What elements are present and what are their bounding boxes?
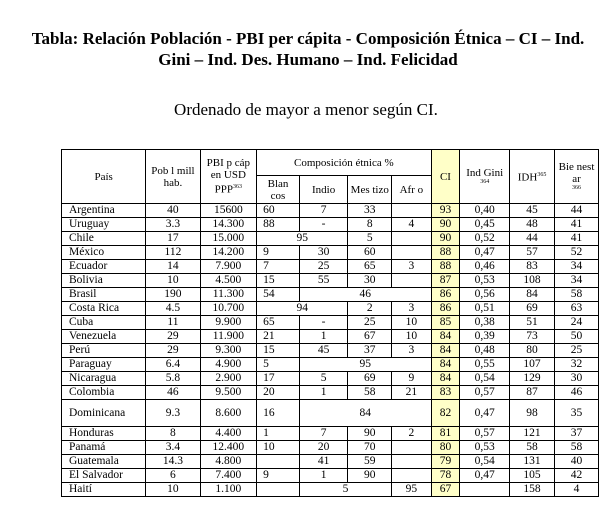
cell-bienestar: 41 [555, 232, 599, 246]
cell-pais: Cuba [62, 316, 146, 330]
table-row [62, 344, 599, 358]
table-row [62, 246, 599, 260]
cell-pais: Colombia [62, 386, 146, 400]
table-row [62, 358, 599, 372]
table-row [62, 330, 599, 344]
cell-bienestar: 34 [555, 274, 599, 288]
cell-poblacion: 14 [146, 260, 200, 274]
cell-mestizo: 37 [348, 344, 392, 358]
header-afro: Afr o [392, 176, 431, 204]
cell-blancos: 88 [257, 218, 300, 232]
cell-gini: 0,54 [460, 455, 510, 469]
cell-bienestar: 32 [555, 358, 599, 372]
cell-mestizo: 65 [348, 260, 392, 274]
cell-afro [392, 232, 431, 246]
cell-idh: 73 [510, 330, 555, 344]
cell-gini: 0,39 [460, 330, 510, 344]
cell-pbi: 8.600 [200, 400, 257, 427]
cell-afro: 3 [392, 344, 431, 358]
table-row [62, 455, 599, 469]
cell-pbi: 11.300 [200, 288, 257, 302]
cell-mestizo-mixto: 95 [299, 358, 431, 372]
cell-afro: 3 [392, 302, 431, 316]
cell-gini: 0,38 [460, 316, 510, 330]
cell-mestizo: 2 [348, 302, 392, 316]
cell-poblacion: 8 [146, 427, 200, 441]
cell-ci: 67 [431, 483, 460, 497]
cell-indio: - [299, 218, 347, 232]
cell-bienestar: 63 [555, 302, 599, 316]
header-bienestar: Bie nest ar 366 [555, 150, 599, 204]
cell-indio: 1 [299, 386, 347, 400]
cell-idh: 84 [510, 288, 555, 302]
cell-idh: 129 [510, 372, 555, 386]
cell-ci: 84 [431, 358, 460, 372]
cell-indio: 5 [299, 372, 347, 386]
cell-indio: 25 [299, 260, 347, 274]
cell-bienestar: 46 [555, 386, 599, 400]
cell-gini: 0,57 [460, 386, 510, 400]
header-composicion: Composición étnica % [257, 150, 431, 176]
cell-mestizo: 67 [348, 330, 392, 344]
cell-idh: 58 [510, 441, 555, 455]
cell-gini: 0,52 [460, 232, 510, 246]
cell-ci: 82 [431, 400, 460, 427]
cell-blancos-indio: 95 [257, 232, 348, 246]
table-row [62, 400, 599, 427]
cell-gini: 0,47 [460, 469, 510, 483]
header-pbi: PBI p cáp en USD PPP$^{363}$ [200, 150, 257, 204]
cell-mestizo: 90 [348, 469, 392, 483]
cell-pbi: 14.200 [200, 246, 257, 260]
cell-mestizo: 58 [348, 386, 392, 400]
cell-blancos: 15 [257, 274, 300, 288]
table-row [62, 260, 599, 274]
cell-mestizo: 70 [348, 441, 392, 455]
cell-pais: Panamá [62, 441, 146, 455]
cell-pais: Uruguay [62, 218, 146, 232]
table-row [62, 441, 599, 455]
cell-pais: Perú [62, 344, 146, 358]
cell-gini: 0,56 [460, 288, 510, 302]
cell-ci: 84 [431, 330, 460, 344]
cell-blancos [257, 455, 300, 469]
cell-idh: 107 [510, 358, 555, 372]
table-row [62, 469, 599, 483]
cell-afro [392, 455, 431, 469]
data-table [61, 149, 599, 497]
cell-poblacion: 29 [146, 344, 200, 358]
table-subtitle: Ordenado de mayor a menor según CI. [174, 100, 438, 119]
header-mestizo: Mes tizo [348, 176, 392, 204]
cell-pbi: 4.500 [200, 274, 257, 288]
cell-ci: 79 [431, 455, 460, 469]
cell-ci: 93 [431, 204, 460, 218]
cell-blancos: 9 [257, 246, 300, 260]
cell-idh: 69 [510, 302, 555, 316]
cell-idh: 158 [510, 483, 555, 497]
cell-gini: 0,45 [460, 218, 510, 232]
table-row [62, 427, 599, 441]
cell-ci: 83 [431, 386, 460, 400]
cell-indio: - [299, 316, 347, 330]
cell-mestizo: 30 [348, 274, 392, 288]
cell-pais: Bolivia [62, 274, 146, 288]
cell-idh: 48 [510, 218, 555, 232]
cell-indio: 7 [299, 427, 347, 441]
table-row [62, 483, 599, 497]
cell-poblacion: 6.4 [146, 358, 200, 372]
cell-bienestar: 40 [555, 455, 599, 469]
cell-pbi: 10.700 [200, 302, 257, 316]
cell-afro: 10 [392, 330, 431, 344]
cell-idh: 108 [510, 274, 555, 288]
cell-pbi: 9.900 [200, 316, 257, 330]
cell-poblacion: 190 [146, 288, 200, 302]
cell-ci: 87 [431, 274, 460, 288]
cell-pais: Chile [62, 232, 146, 246]
cell-gini: 0,47 [460, 400, 510, 427]
table-row [62, 274, 599, 288]
table-row [62, 372, 599, 386]
cell-pbi: 15600 [200, 204, 257, 218]
cell-idh: 80 [510, 344, 555, 358]
cell-pais: Venezuela [62, 330, 146, 344]
cell-idh: 51 [510, 316, 555, 330]
cell-gini: 0,51 [460, 302, 510, 316]
cell-mestizo: 60 [348, 246, 392, 260]
cell-bienestar: 4 [555, 483, 599, 497]
cell-afro: 10 [392, 316, 431, 330]
cell-bienestar: 58 [555, 441, 599, 455]
cell-mestizo: 59 [348, 455, 392, 469]
cell-pais: Paraguay [62, 358, 146, 372]
cell-bienestar: 35 [555, 400, 599, 427]
table-row [62, 204, 599, 218]
cell-poblacion: 112 [146, 246, 200, 260]
cell-blancos: 7 [257, 260, 300, 274]
cell-blancos: 21 [257, 330, 300, 344]
cell-ci: 86 [431, 302, 460, 316]
cell-bienestar: 25 [555, 344, 599, 358]
cell-mestizo: 25 [348, 316, 392, 330]
table-row [62, 316, 599, 330]
cell-bienestar: 50 [555, 330, 599, 344]
cell-pbi: 4.800 [200, 455, 257, 469]
cell-idh: 83 [510, 260, 555, 274]
cell-ci: 80 [431, 441, 460, 455]
cell-gini: 0,53 [460, 441, 510, 455]
cell-blancos: 65 [257, 316, 300, 330]
header-blancos: Blan cos [257, 176, 300, 204]
cell-ci: 85 [431, 316, 460, 330]
cell-idh: 121 [510, 427, 555, 441]
cell-indio: 30 [299, 246, 347, 260]
header-ci: CI [431, 150, 460, 204]
cell-indio: 1 [299, 469, 347, 483]
cell-bienestar: 52 [555, 246, 599, 260]
cell-poblacion: 3.4 [146, 441, 200, 455]
cell-blancos: 54 [257, 288, 300, 302]
cell-pbi: 7.400 [200, 469, 257, 483]
cell-blancos [257, 483, 300, 497]
cell-bienestar: 24 [555, 316, 599, 330]
cell-poblacion: 17 [146, 232, 200, 246]
cell-indio: 41 [299, 455, 347, 469]
table-title: Tabla: Relación Población - PBI per cápita - Composición Étnica – CI – Ind. Gini – Ind. Des. Humano – Ind. Felicidad [31, 29, 585, 69]
cell-pbi: 2.900 [200, 372, 257, 386]
cell-pbi: 15.000 [200, 232, 257, 246]
cell-ci: 88 [431, 260, 460, 274]
cell-ci: 84 [431, 344, 460, 358]
cell-gini: 0,47 [460, 246, 510, 260]
cell-mestizo: 90 [348, 427, 392, 441]
cell-pais: Honduras [62, 427, 146, 441]
cell-mestizo-mixto: 46 [299, 288, 431, 302]
header-pais: País [62, 150, 146, 204]
cell-pais: Dominicana [62, 400, 146, 427]
header-indio: Indio [299, 176, 347, 204]
cell-indio-mestizo: 5 [299, 483, 391, 497]
cell-gini [460, 483, 510, 497]
cell-bienestar: 44 [555, 204, 599, 218]
cell-bienestar: 30 [555, 372, 599, 386]
cell-poblacion: 3.3 [146, 218, 200, 232]
cell-ci: 84 [431, 372, 460, 386]
cell-pais: Argentina [62, 204, 146, 218]
cell-afro [392, 204, 431, 218]
cell-gini: 0,46 [460, 260, 510, 274]
cell-bienestar: 34 [555, 260, 599, 274]
cell-poblacion: 9.3 [146, 400, 200, 427]
cell-pais: Brasil [62, 288, 146, 302]
cell-poblacion: 46 [146, 386, 200, 400]
cell-poblacion: 29 [146, 330, 200, 344]
cell-pais: Guatemala [62, 455, 146, 469]
cell-afro [392, 469, 431, 483]
cell-blancos: 20 [257, 386, 300, 400]
cell-blancos: 1 [257, 427, 300, 441]
table-row [62, 288, 599, 302]
cell-pbi: 9.500 [200, 386, 257, 400]
cell-afro: 3 [392, 260, 431, 274]
cell-mestizo-mixto: 84 [299, 400, 431, 427]
cell-idh: 44 [510, 232, 555, 246]
cell-pbi: 1.100 [200, 483, 257, 497]
cell-poblacion: 14.3 [146, 455, 200, 469]
cell-afro: 2 [392, 427, 431, 441]
cell-pbi: 9.300 [200, 344, 257, 358]
cell-indio: 7 [299, 204, 347, 218]
cell-pbi: 4.900 [200, 358, 257, 372]
cell-pbi: 11.900 [200, 330, 257, 344]
cell-pais: Costa Rica [62, 302, 146, 316]
cell-blancos: 16 [257, 400, 300, 427]
cell-blancos: 5 [257, 358, 300, 372]
cell-idh: 131 [510, 455, 555, 469]
cell-pbi: 14.300 [200, 218, 257, 232]
cell-gini: 0,55 [460, 358, 510, 372]
cell-ci: 81 [431, 427, 460, 441]
cell-ci: 88 [431, 246, 460, 260]
cell-idh: 98 [510, 400, 555, 427]
cell-bienestar: 42 [555, 469, 599, 483]
cell-gini: 0,57 [460, 427, 510, 441]
cell-pais: Ecuador [62, 260, 146, 274]
cell-afro: 21 [392, 386, 431, 400]
cell-afro [392, 246, 431, 260]
cell-pais: El Salvador [62, 469, 146, 483]
cell-indio: 20 [299, 441, 347, 455]
cell-poblacion: 10 [146, 274, 200, 288]
cell-indio: 1 [299, 330, 347, 344]
table-row [62, 386, 599, 400]
cell-gini: 0,40 [460, 204, 510, 218]
cell-blancos: 9 [257, 469, 300, 483]
cell-gini: 0,53 [460, 274, 510, 288]
cell-idh: 45 [510, 204, 555, 218]
cell-poblacion: 6 [146, 469, 200, 483]
cell-indio: 55 [299, 274, 347, 288]
table-body [62, 204, 599, 497]
cell-bienestar: 37 [555, 427, 599, 441]
cell-mestizo: 69 [348, 372, 392, 386]
header-gini: Ind Gini 364 [460, 150, 510, 204]
cell-indio: 45 [299, 344, 347, 358]
cell-mestizo: 8 [348, 218, 392, 232]
table-row [62, 232, 599, 246]
cell-pais: México [62, 246, 146, 260]
cell-pais: Nicaragua [62, 372, 146, 386]
cell-blancos: 15 [257, 344, 300, 358]
cell-poblacion: 4.5 [146, 302, 200, 316]
cell-blancos: 10 [257, 441, 300, 455]
cell-mestizo: 33 [348, 204, 392, 218]
cell-blancos: 17 [257, 372, 300, 386]
cell-blancos: 60 [257, 204, 300, 218]
cell-pbi: 7.900 [200, 260, 257, 274]
header-idh: IDH$^{365}$ [510, 150, 555, 204]
cell-afro [392, 441, 431, 455]
cell-poblacion: 40 [146, 204, 200, 218]
cell-ci: 78 [431, 469, 460, 483]
cell-blancos-indio: 94 [257, 302, 348, 316]
cell-pbi: 4.400 [200, 427, 257, 441]
cell-mestizo: 5 [348, 232, 392, 246]
table-row [62, 218, 599, 232]
cell-afro: 4 [392, 218, 431, 232]
cell-idh: 57 [510, 246, 555, 260]
cell-idh: 87 [510, 386, 555, 400]
cell-idh: 105 [510, 469, 555, 483]
cell-bienestar: 41 [555, 218, 599, 232]
cell-gini: 0,48 [460, 344, 510, 358]
cell-afro [392, 274, 431, 288]
table-row [62, 302, 599, 316]
cell-pais: Haití [62, 483, 146, 497]
cell-pbi: 12.400 [200, 441, 257, 455]
cell-bienestar: 58 [555, 288, 599, 302]
cell-poblacion: 10 [146, 483, 200, 497]
header-poblacion: Pob l mill hab. [146, 150, 200, 204]
cell-ci: 86 [431, 288, 460, 302]
cell-ci: 90 [431, 232, 460, 246]
cell-afro: 9 [392, 372, 431, 386]
cell-afro: 95 [392, 483, 431, 497]
cell-poblacion: 5.8 [146, 372, 200, 386]
cell-gini: 0,54 [460, 372, 510, 386]
cell-ci: 90 [431, 218, 460, 232]
cell-poblacion: 11 [146, 316, 200, 330]
